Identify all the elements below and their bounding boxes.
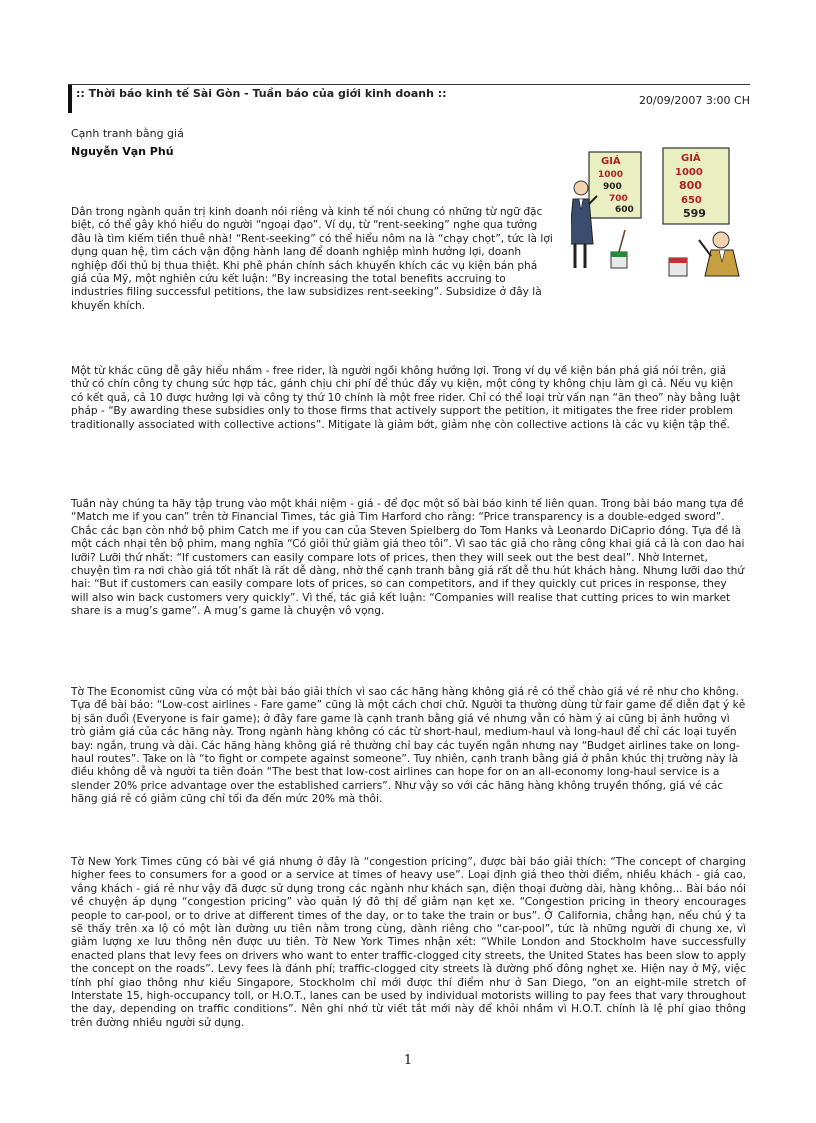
right-price-sign <box>663 148 729 224</box>
article-author: Nguyễn Vạn Phú <box>71 145 174 158</box>
paragraph-free-rider: Một từ khác cũng dễ gây hiểu nhầm - free rider, là người ngồi không hưởng lợi. Trong ví dụ về kiện bán phá giá nói trên, giả thử có chín công ty chung sức hợp tác, gánh chịu chi phí để thúc đẩy vụ kiện, một công ty không chịu làm gì cả. Nếu vụ kiện có kết quả, cả 10 được hưởng lợi và công ty thứ 10 chính là một free rider. Chỉ có thể loại trừ vấn nạn “ăn theo” này bằng luật pháp - “By awarding these subsidies only to those firms that actively support the petition, it mitigates the free rider problem traditionally associated with collective actions”. Mitigate là giảm bớt, giảm nhẹ còn collective actions là các vụ kiện tập thể. <box>71 365 741 431</box>
left-price-sign <box>589 152 641 218</box>
paragraph-price-transparency: Tuần này chúng ta hãy tập trung vào một khái niệm - giá - để đọc một số bài báo kinh tế liên quan. Trong bài báo mang tựa đề “Match me if you can” trên tờ Financial Times, tác giả Tim Harford cho rằng: “Price transparency is a double-edged sword”. Chắc các bạn còn nhớ bộ phim Catch me if you can của Steven Spielberg do Tom Hanks và Leonardo DiCaprio đóng. Tựa đề là một cách nhại tên bộ phim, mang nghĩa “Có giỏi thử giảm giá theo tôi”. Vì sao tác giả cho rằng công khai giá cả là con dao hai lưỡi? Lưỡi thứ nhất: “If customers can easily compare lots of prices, then they will seek out the best deal”. Nhờ Internet, chuyện tìm ra nơi chào giá tốt nhất là rất dễ dàng, nhờ thế cạnh tranh bằng giá rất dễ thu hút khách hàng. Nhưng lưỡi dao thứ hai: “But if customers can easily compare lots of prices, so can competitors, and if they quickly cut prices in response, they will also win back customers very quickly”. Vì thế, tác giả kết luận: “Companies will realise that cutting prices to win market share is a mug’s game”. A mug’s game là chuyện vô vọng. <box>71 498 745 618</box>
masthead-bar <box>68 84 750 111</box>
left-sign-price: 900 <box>603 182 622 192</box>
right-sign-price: 650 <box>681 195 702 206</box>
price-war-illustration <box>571 144 749 282</box>
left-sign-title: GIÁ <box>601 156 621 167</box>
paragraph-low-cost-airlines: Tờ The Economist cũng vừa có một bài báo giải thích vì sao các hãng hàng không giá rẻ có thể chào giá vé rẻ như cho không. Tựa đề bài báo: “Low-cost airlines - Fare game” cũng là một cách chơi chữ. Người ta thường dùng từ fair game để diễn đạt ý kẻ bị săn đuổi (Everyone is fair game); ở đây fare game là cạnh tranh bằng giá vé nhưng vẫn có hàm ý ai cũng bị ảnh hưởng vì trò giảm giá của các hãng này. Trong ngành hàng không có các từ short-haul, medium-haul và long-haul để chỉ các loại tuyến bay: ngắn, trung và dài. Các hãng hàng không giá rẻ thường chỉ bay các tuyến ngắn nhưng nay “Budget airlines take on long-haul routes”. Take on là “to fight or compete against someone”. Tuy nhiên, cạnh tranh bằng giá ở phân khúc thị trường này là điều không dễ và người ta tiên đoán “The best that low-cost airlines can hope for on an all-economy long-haul service is a slender 20% price advantage over the established carriers”. Như vậy so với các hãng hàng không truyền thống, giá vé các hãng giá rẻ có giảm cũng chỉ tối đa đến mức 20% mà thôi. <box>71 686 746 806</box>
right-sign-price: 599 <box>683 207 706 220</box>
publication-date: 20/09/2007 3:00 CH <box>638 94 750 107</box>
left-sign-price: 1000 <box>598 170 624 180</box>
right-sign-title: GIÁ <box>681 153 701 164</box>
page-number: 1 <box>403 1053 413 1068</box>
article-title: Cạnh tranh bằng giá <box>71 127 184 140</box>
paragraph-rent-seeking: Dân trong ngành quản trị kinh doanh nói riêng và kinh tế nói chung có những từ ngữ đặc biệt, có thể gây khó hiểu do người “ngoại đạo”. Ví dụ, từ “rent-seeking” nghe qua tưởng đâu là tìm kiếm tiền thuê nhà! “Rent-seeking” có thể hiểu nôm na là “chạy chọt”, tức là lợi dụng quan hệ, tìm cách vận động hành lang để doanh nghiệp mình hưởng lợi, doanh nghiệp đối thủ bị thua thiệt. Khi phê phán chính sách khuyến khích các vụ kiện bán phá giá của Mỹ, một nghiên cứu kết luận: “By increasing the total benefits accruing to industries filing successful petitions, the law subsidizes rent-seeking”. Subsidize ở đây là khuyến khích. <box>71 206 553 312</box>
masthead-title: :: Thời báo kinh tế Sài Gòn - Tuần báo của giới kinh doanh :: <box>76 87 447 100</box>
right-sign-price: 1000 <box>675 167 703 178</box>
right-paint-bucket <box>669 258 687 276</box>
paragraph-congestion-pricing: Tờ New York Times cũng có bài về giá nhưng ở đây là “congestion pricing”, được bài báo giải thích: “The concept of charging higher fees to consumers for a good or a service at times of heavy use”. Loại định giá theo thời điểm, nhiều khách - giá cao, vắng khách - giá rẻ như vậy đã được sử dụng trong các ngành như khách sạn, điện thoại đường dài, hàng không... Bài báo nói về chuyện áp dụng “congestion pricing” vào quản lý đô thị để giảm nạn kẹt xe. “Congestion pricing in theory encourages people to car-pool, or to drive at different times of the day, or to take the train or bus”. Ở California, chẳng hạn, nếu chú ý ta sẽ thấy trên xa lộ có một làn đường ưu tiên nằm trong cùng, dành riêng cho “car-pool”, tức là những người đi chung xe, vì giảm lượng xe lưu thông nên được ưu tiên. Tờ New York Times nhận xét: “While London and Stockholm have successfully enacted plans that levy fees on drivers who want to enter traffic-clogged city streets, the United States has been slow to apply the concept on the roads”. Levy fees là đánh phí; traffic-clogged city streets là đường phố đông nghẹt xe. Hiện nay ở Mỹ, việc tính phí giao thông như kiểu Singapore, Stockholm chỉ mới được thí điểm như ở San Diego, “on an eight-mile stretch of Interstate 15, high-occupancy toll, or H.O.T., lanes can be used by individual motorists willing to pay fees that vary throughout the day, depending on traffic conditions”. Nên ghi nhớ từ viết tắt mới này để khỏi nhầm vì H.O.T. chính là lệ phí giao thông trên đường nhiều người sử dụng. <box>71 856 746 1029</box>
right-sign-price: 800 <box>679 179 702 192</box>
left-sign-price: 600 <box>615 205 634 215</box>
masthead-accent-bar <box>68 85 72 113</box>
left-sign-price: 700 <box>609 194 628 204</box>
